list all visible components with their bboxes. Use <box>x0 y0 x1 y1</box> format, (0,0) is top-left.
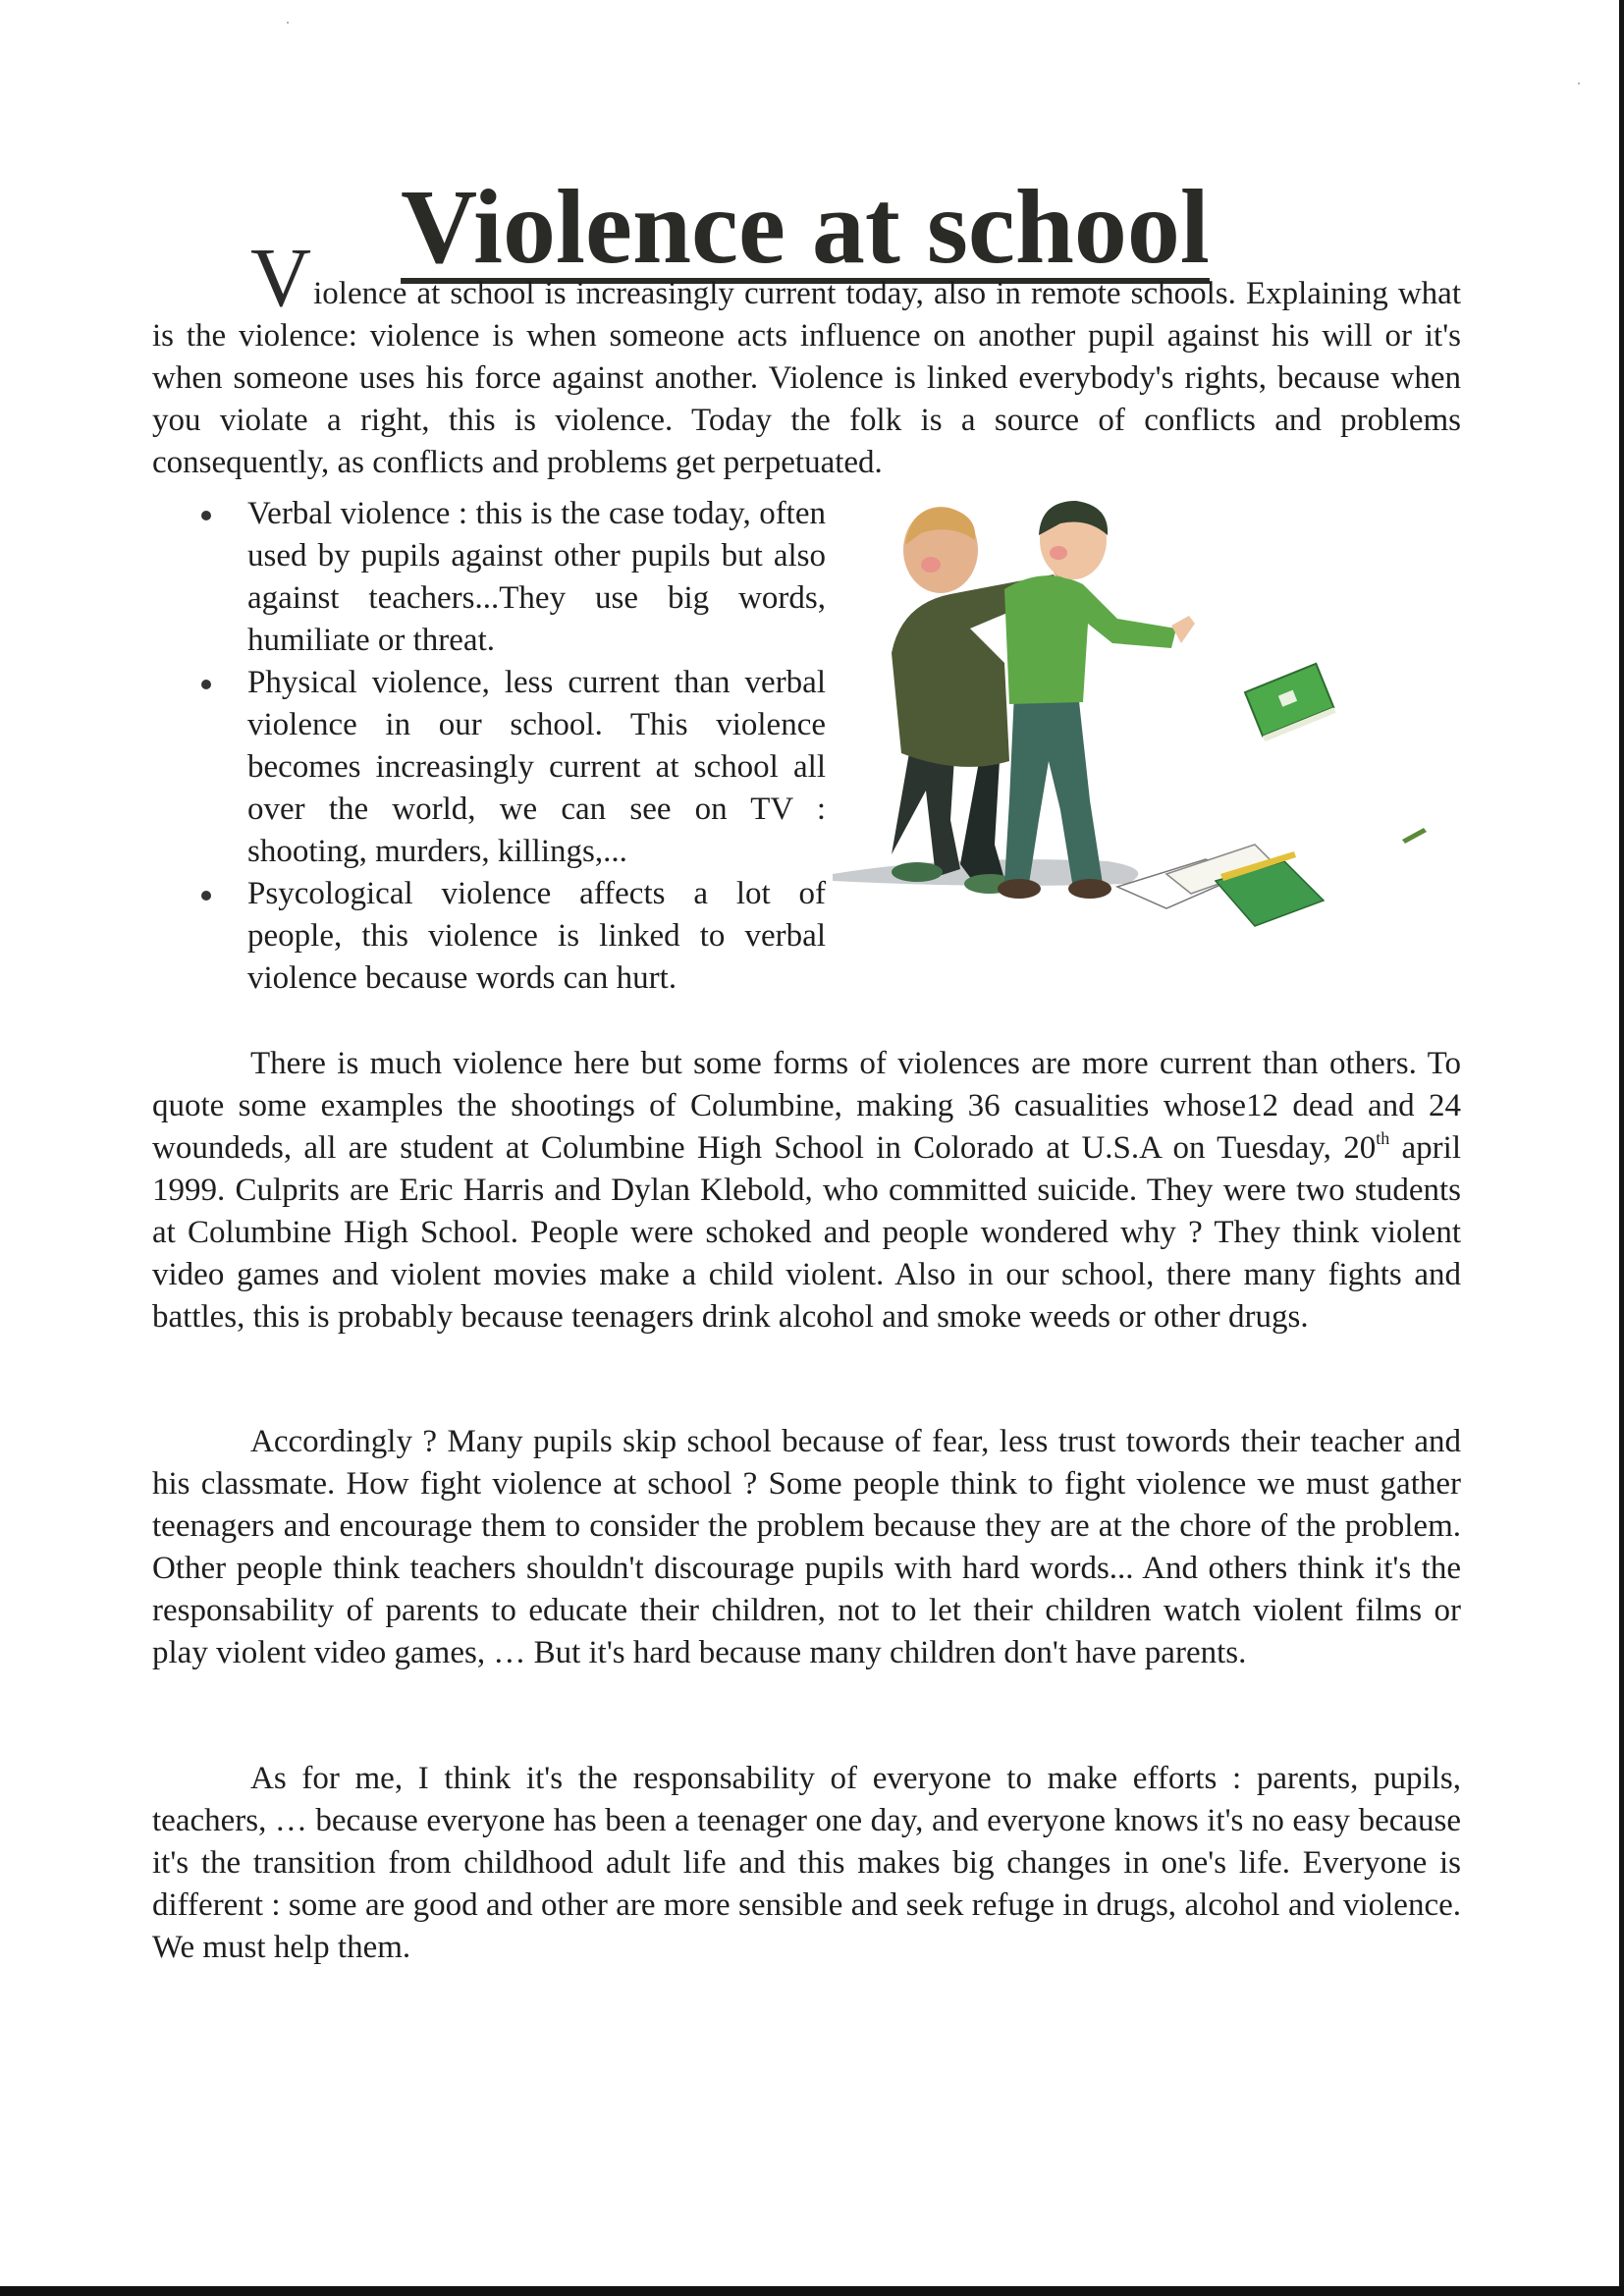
consequences-paragraph: Accordingly ? Many pupils skip school because of fear, less trust towords their teacher and his classmate. How fight violence at school ? Some people think to fight violence we must gather teenagers and encourage them to consider the problem because they are at the chore of the problem. Other people think teachers shouldn't discourage pupils with hard words... And others think it's the responsability of parents to educate their children, not to let their children watch violent films or play violent video games, … But it's hard because many children don't have parents. <box>152 1424 1461 1670</box>
list-item-psychological <box>152 873 826 1000</box>
boy2-shoe <box>1068 879 1111 899</box>
bullet-icon <box>201 891 211 901</box>
bullying-illustration <box>833 496 1471 957</box>
bullet-icon <box>201 680 211 689</box>
scan-border-bottom <box>0 2286 1624 2296</box>
intro-paragraph <box>152 230 1461 484</box>
list-item-text: Verbal violence : this is the case today, often used by pupils against other pupils but also against teachers...They use big words, humiliate or threat. <box>247 496 826 658</box>
conclusion-paragraph: As for me, I think it's the responsability of everyone to make efforts : parents, pupils, teachers, … because everyone has been a teenager one day, and everyone knows it's no easy because it's the transition from childhood adult life and this makes big changes in one's life. Everyone is different : some are good and other are more sensible and seek refuge in drugs, alcohol and violence. We must help them. <box>152 1761 1461 1965</box>
paragraph-text: There is much violence here but some forms of violences are more current than others. To quote some examples the shootings of Columbine, making 36 casualities whose12 dead and 24 woundeds, all are student at Columbine High School in Colorado at U.S.A on Tuesday, 20 <box>152 1046 1461 1166</box>
list-item-physical <box>152 662 826 873</box>
columbine-paragraph <box>152 1043 1461 1339</box>
ordinal-suffix: th <box>1376 1128 1390 1148</box>
intro-text: iolence at school is increasingly current today, also in remote schools. Explaining what is the violence: violence is when someone acts influence on another pupil against his will or it's when someone uses his force against another. Violence is linked everybody's rights, because when you violate a right, this is violence. Today the folk is a source of conflicts and problems consequently, as conflicts and problems get perpetuated. <box>152 276 1461 480</box>
scan-speck <box>1578 82 1580 84</box>
bullet-icon <box>201 511 211 520</box>
paragraph-text: april 1999. Culprits are Eric Harris and Dylan Klebold, who committed suicide. They were two students at Columbine High School. People were schoked and people wondered why ? They think violent video games and violent movies make a child violent. Also in our school, there many fights and battles, this is probably because teenagers drink alcohol and smoke weeds or other drugs. <box>152 1130 1461 1335</box>
list-item-verbal <box>152 493 826 662</box>
flying-book <box>1245 664 1336 741</box>
pushed-boy <box>998 501 1195 899</box>
scan-border-right <box>1619 0 1624 2296</box>
boy2-shirt <box>1004 575 1176 704</box>
fallen-books <box>1117 828 1427 926</box>
boy2-shoe <box>998 879 1041 899</box>
page-title-text: Violence at school <box>401 169 1210 287</box>
boy1-shoe <box>892 862 943 882</box>
boy2-jeans <box>1004 692 1103 889</box>
list-item-text: Psycological violence affects a lot of people, this violence is linked to verbal violence because words can hurt. <box>247 876 826 996</box>
violence-types-list <box>152 493 826 1000</box>
boy2-hand <box>1171 616 1195 643</box>
scan-speck <box>287 22 289 24</box>
drop-cap: V <box>250 230 312 324</box>
pencil <box>1402 828 1427 844</box>
list-item-text: Physical violence, less current than verbal violence in our school. This violence becomes increasingly current at school all over the world, we can see on TV : shooting, murders, killings,... <box>247 665 826 869</box>
